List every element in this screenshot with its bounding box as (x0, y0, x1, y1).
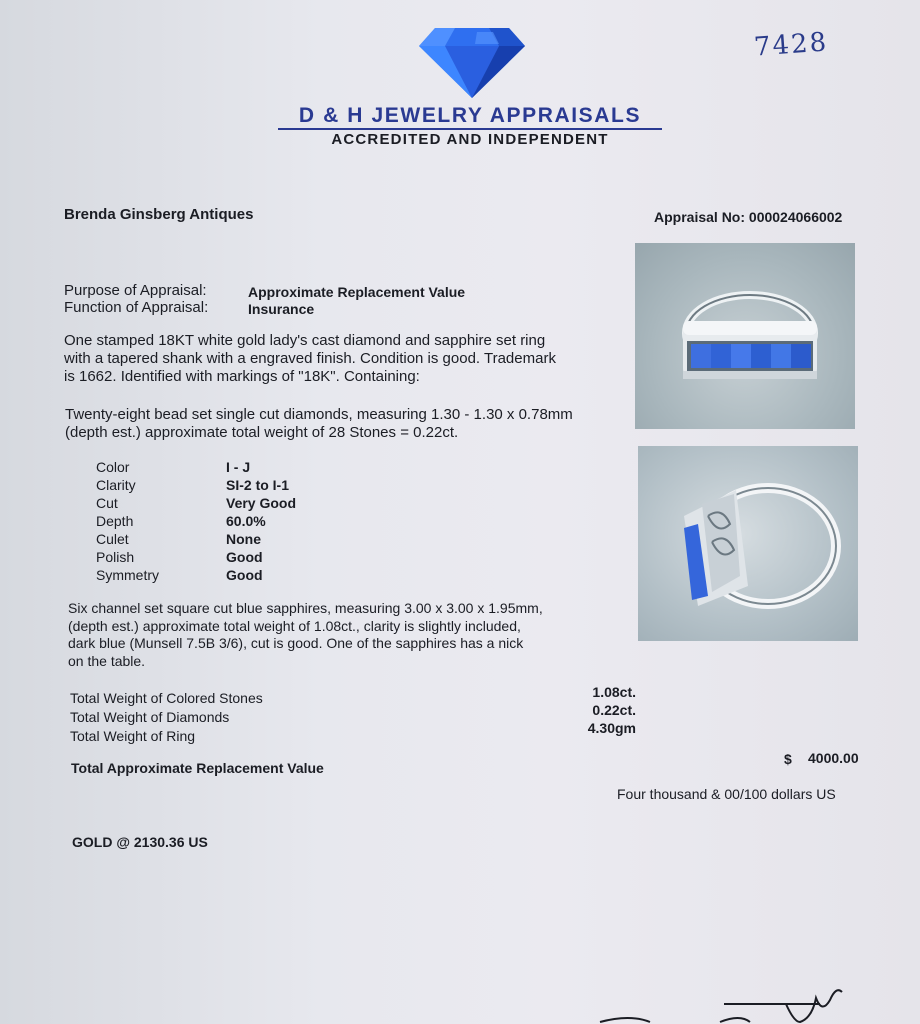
grade-label: Polish (96, 549, 135, 565)
ring-photo-side (638, 446, 858, 641)
grade-value: Good (226, 567, 263, 583)
grade-label: Symmetry (96, 567, 159, 583)
grade-value: I - J (226, 459, 251, 475)
handwritten-reference-number: 7428 (753, 27, 830, 63)
ring-photo-front (635, 243, 855, 429)
grade-label: Depth (96, 513, 134, 529)
grade-label: Color (96, 459, 130, 475)
function-value: Insurance (248, 301, 315, 317)
total-label: Total Weight of Ring (70, 728, 196, 744)
grade-value: Very Good (226, 495, 297, 511)
replacement-amount: 4000.00 (808, 750, 859, 766)
appraisal-number: Appraisal No: 000024066002 (654, 209, 843, 225)
company-name: D & H JEWELRY APPRAISALS (298, 104, 642, 127)
grade-label: Clarity (96, 477, 136, 493)
replacement-value-label: Total Approximate Replacement Value (71, 760, 324, 776)
grade-value: SI-2 to I-1 (226, 477, 290, 493)
purpose-label: Purpose of Appraisal: (64, 282, 207, 299)
grade-label: Cut (96, 495, 118, 511)
replacement-currency: $ (784, 751, 792, 767)
purpose-value: Approximate Replacement Value (248, 284, 466, 300)
sapphire-description (68, 600, 628, 670)
grade-value: Good (226, 549, 263, 565)
sapphire-description-line: dark blue (Munsell 7.5B 3/6), cut is good. One of the sapphires has a nick (68, 635, 524, 651)
total-value: 0.22ct. (592, 702, 636, 718)
item-description-line: One stamped 18KT white gold lady's cast diamond and sapphire set ring (64, 332, 546, 349)
company-tagline: ACCREDITED AND INDEPENDENT (331, 131, 609, 148)
item-description-line: is 1662. Identified with markings of "18K". Containing: (64, 368, 420, 385)
signature-mark (590, 978, 890, 1024)
diamond-logo-icon (417, 24, 527, 100)
client-name: Brenda Ginsberg Antiques (64, 206, 254, 223)
function-label: Function of Appraisal: (64, 299, 209, 316)
diamond-description (65, 406, 625, 442)
grade-value: 60.0% (226, 513, 266, 529)
sapphire-description-line: (depth est.) approximate total weight of 1.08ct., clarity is slightly included, (68, 617, 521, 634)
grade-value: None (226, 531, 261, 547)
total-label: Total Weight of Colored Stones (70, 690, 263, 706)
company-name-underline (278, 128, 662, 130)
total-value: 4.30gm (587, 720, 636, 736)
sapphire-description-line: on the table. (68, 652, 146, 669)
diamond-description-line: (depth est.) approximate total weight of 28 Stones = 0.22ct. (65, 424, 459, 441)
item-description-line: with a tapered shank with a engraved finish. Condition is good. Trademark (64, 350, 556, 367)
grade-label: Culet (96, 531, 129, 547)
total-label: Total Weight of Diamonds (70, 709, 230, 725)
amount-in-words: Four thousand & 00/100 dollars US (617, 786, 836, 802)
total-value: 1.08ct. (592, 684, 636, 700)
gold-price: GOLD @ 2130.36 US (72, 834, 208, 850)
sapphire-description-line: Six channel set square cut blue sapphires, measuring 3.00 x 3.00 x 1.95mm, (68, 600, 543, 616)
item-description (64, 332, 604, 386)
diamond-description-line: Twenty-eight bead set single cut diamonds, measuring 1.30 - 1.30 x 0.78mm (65, 406, 573, 423)
